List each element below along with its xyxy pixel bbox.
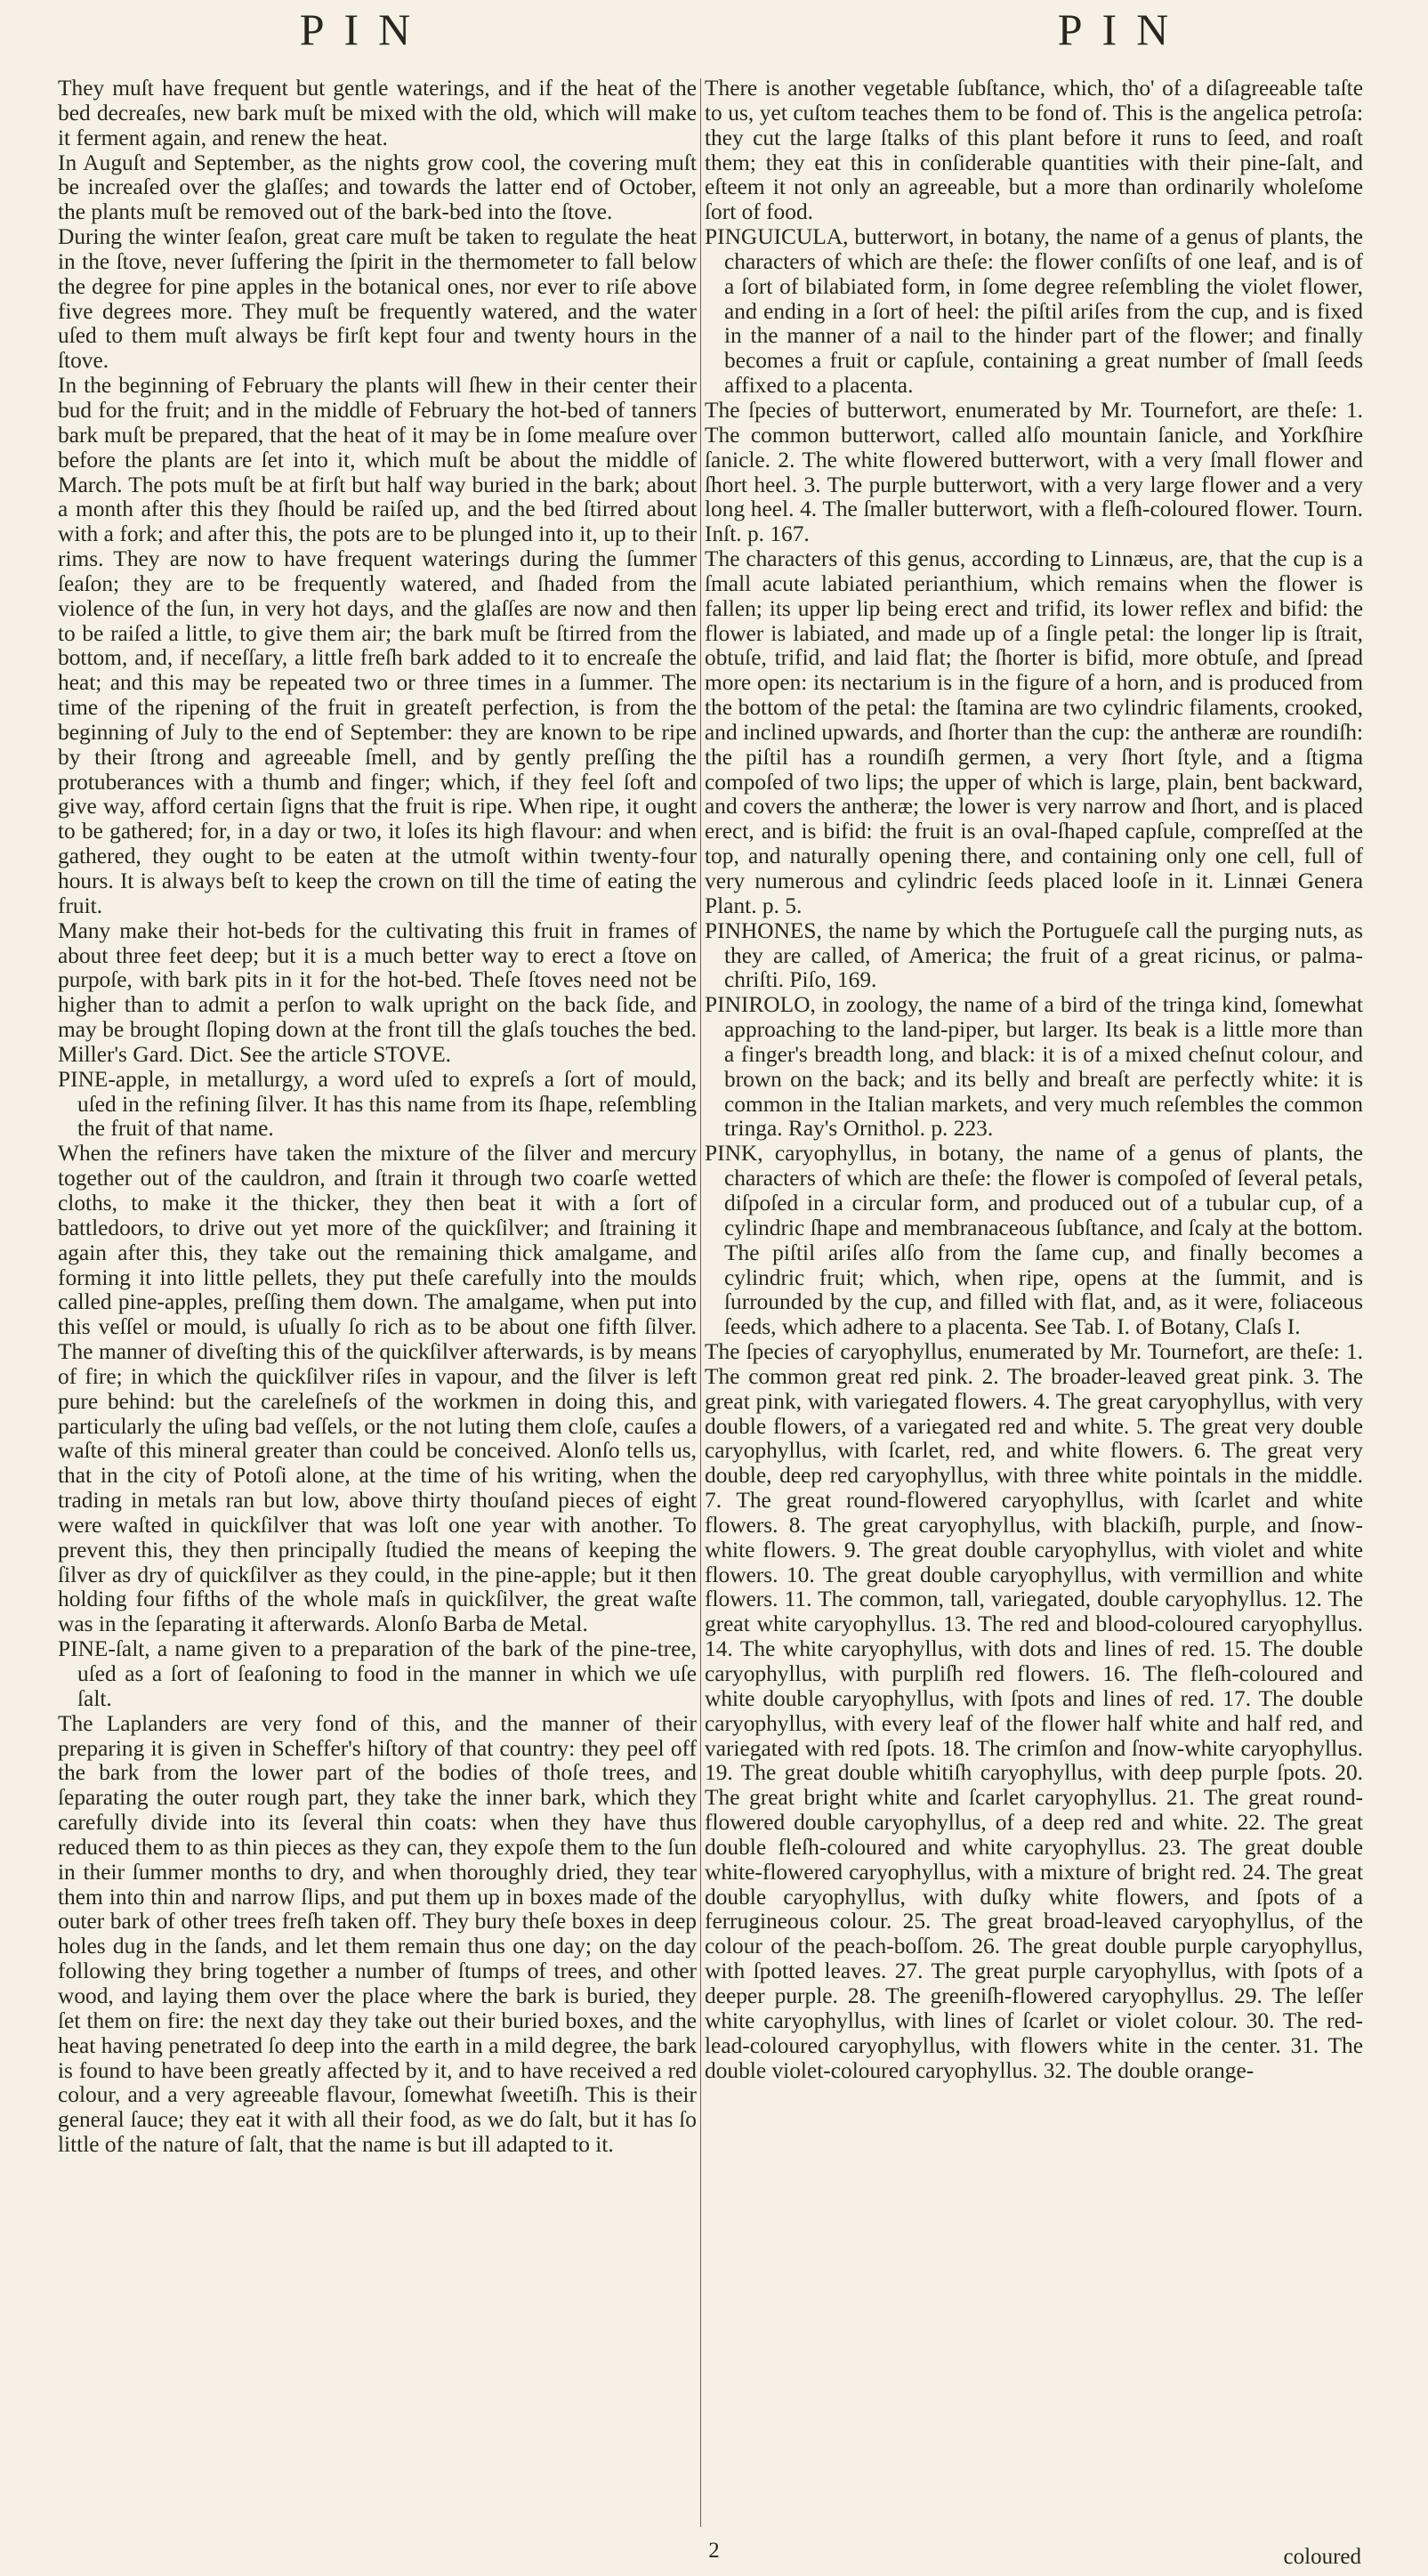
paragraph: When the refiners have taken the mixture of the ſilver and mercury together out of the cauldron, and ſtrain it through two coarſe wetted cloths, to make it the thicker, they then beat it with a ſort of battledoors, to drive out yet more of the quickſilver; and ſtraining it again after this, they take out the remaining thick amalgame, and forming it into little pellets, they put theſe carefully into the moulds called pine-apples, preſſing them down. The amalgame, when put into this veſſel or mould, is uſually ſo rich as to be about one fifth ſilver. The manner of diveſting this of the quickſilver afterwards, is by means of fire; in which the quickſilver riſes in vapour, and the ſilver is left pure behind: but the careleſneſs of the workmen in doing this, and particularly the uſing bad veſſels, or the not luting them cloſe, cauſes a waſte of this mineral greater than could be conceived. Alonſo tells us, that in the city of Potoſi alone, at the time of his writing, when the trading in metals ran but low, above thirty thouſand pieces of eight were waſted in quickſilver that was loſt one year with another. To prevent this, they then principally ſtudied the means of keeping the ſilver as dry of quickſilver as they could, in the pine-apple; but it then holding four fifths of the whole maſs in quickſilver, the great waſte was in the ſeparating it afterwards. Alonſo Barba de Metal. [58, 1141, 697, 1637]
right-column [705, 77, 1363, 2532]
running-head-right: PIN [1057, 4, 1189, 54]
paragraph: The Laplanders are very fond of this, and the manner of their preparing it is given in Scheffer's hiſtory of that country: they peel off the bark from the lower part of the bodies of thoſe trees, and ſeparating the outer rough part, they take the inner bark, which they carefully divide into its ſeveral thin coats: when they have thus reduced them to as thin pieces as they can, they expoſe them to the ſun in their ſummer months to dry, and when thoroughly dried, they tear them into thin and narrow ſlips, and put them up in boxes made of the outer bark of other trees freſh taken off. They bury theſe boxes in deep holes dug in the ſands, and let them remain thus one day; on the day following they bring together a number of ſtumps of trees, and other wood, and laying them over the place where the bark is buried, they ſet them on fire: the next day they take out their buried boxes, and the heat having penetrated ſo deep into the earth in a mild degree, the bark is found to have been greatly affected by it, and to have received a red colour, and a very agreeable flavour, ſomewhat ſweetiſh. This is their general ſauce; they eat it with all their food, as we do ſalt, but it has ſo little of the nature of ſalt, that the name is but ill adapted to it. [58, 1710, 697, 2158]
catchword: coloured [1283, 2545, 1361, 2569]
paragraph: Many make their hot-beds for the cultivating this fruit in frames of about three feet deep; but it is a much better way to erect a ſtove on purpoſe, with bark pits in it for the hot-bed. Theſe ſtoves need not be higher than to admit a perſon to walk upright on the back ſide, and may be brought ſloping down at the front till the glaſs touches the bed. Miller's Gard. Dict. See the article STOVE. [58, 917, 697, 1067]
dictionary-entry: PINE-ſalt, a name given to a preparation of the bark of the pine-tree, uſed as a ſort of ſeaſoning to food in the manner in which we uſe ſalt. [58, 1636, 697, 1711]
paragraph: There is another vegetable ſubſtance, which, tho' of a diſagreeable taſte to us, yet cuſtom teaches them to be fond of. This is the angelica petroſa: they cut the large ſtalks of this plant before it runs to ſeed, and roaſt them; they eat this in conſiderable quantities with their pine-ſalt, and eſteem it not only an agreeable, but a more than ordinarily wholeſome ſort of food. [705, 77, 1363, 225]
paragraph: In the beginning of February the plants will ſhew in their center their bud for the fruit; and in the middle of February the hot-bed of tanners bark muſt be prepared, that the heat of it may be in ſome meaſure over before the plants are ſet into it, which muſt be about the middle of March. The pots muſt be at firſt but half way buried in the bark; about a month after this they ſhould be raiſed up, and the bed ſtirred about with a fork; and after this, the pots are to be plunged into it, up to their rims. They are now to have frequent waterings during the ſummer ſeaſon; they are to be frequently watered, and ſhaded from the violence of the ſun, in very hot days, and the glaſſes are now and then to be raiſed a little, to give them air; the bark muſt be ſtirred from the bottom, and, if neceſſary, a little freſh bark added to it to encreaſe the heat; and this may be repeated two or three times in a ſummer. The time of the ripening of the fruit in greateſt perfection, is from the beginning of July to the end of September: they are known to be ripe by their ſtrong and agreeable ſmell, and by gently preſſing the protuberances with a thumb and finger; which, if they feel ſoft and give way, afford certain ſigns that the fruit is ripe. When ripe, it ought to be gathered; for, in a day or two, it loſes its high flavour: and when gathered, they ought to be eaten at the utmoſt within twenty-four hours. It is always beſt to keep the crown on till the time of eating the fruit. [58, 373, 697, 918]
dictionary-entry: PINIROLO, in zoology, the name of a bird of the tringa kind, ſomewhat approaching to the land-piper, but larger. Its beak is a little more than a finger's breadth long, and black: it is of a mixed cheſnut colour, and brown on the back; and its belly and breaſt are perfectly white: it is common in the Italian markets, and very much reſembles the common tringa. Ray's Ornithol. p. 223. [705, 992, 1363, 1142]
paragraph: The ſpecies of caryophyllus, enumerated by Mr. Tournefort, are theſe: 1. The common great red pink. 2. The broader-leaved great pink. 3. The great pink, with variegated flowers. 4. The great caryophyllus, with very double flowers, of a variegated red and white. 5. The great very double caryophyllus, with ſcarlet, red, and white flowers. 6. The great very double, deep red caryophyllus, with three white pointals in the middle. 7. The great round-flowered caryophyllus, with ſcarlet and white flowers. 8. The great caryophyllus, with blackiſh, purple, and ſnow-white flowers. 9. The great double caryophyllus, with violet and white flowers. 10. The great double caryophyllus, with vermillion and white flowers. 11. The common, tall, variegated, double caryophyllus. 12. The great white caryophyllus. 13. The red and blood-coloured caryophyllus. 14. The white caryophyllus, with dots and lines of red. 15. The double caryophyllus, with purpliſh red flowers. 16. The fleſh-coloured and white double caryophyllus, with ſpots and lines of red. 17. The double caryophyllus, with every leaf of the flower half white and half red, and variegated with red ſpots. 18. The crimſon and ſnow-white caryophyllus. 19. The great double whitiſh caryophyllus, with deep purple ſpots. 20. The great bright white and ſcarlet caryophyllus. 21. The great round-flowered double caryophyllus, of a deep red and white. 22. The great double fleſh-coloured and white caryophyllus. 23. The great double white-flowered caryophyllus, with a mixture of bright red. 24. The great double caryophyllus, with duſky white flowers, and ſpots of a ferrugineous colour. 25. The great broad-leaved caryophyllus, of the colour of the peach-boſſom. 26. The great double purple caryophyllus, with ſpotted leaves. 27. The great purple caryophyllus, with ſpots of a deeper purple. 28. The greeniſh-flowered caryophyllus. 29. The leſſer white caryophyllus, with lines of ſcarlet or violet colour. 30. The red-lead-coloured caryophyllus, with flowers white in the center. 31. The double violet-coloured caryophyllus. 32. The double orange- [705, 1339, 1363, 2083]
paragraph: They muſt have frequent but gentle waterings, and if the heat of the bed decreaſes, new bark muſt be mixed with the old, which will make it ferment again, and renew the heat. [58, 77, 697, 150]
dictionary-entry: PINK, caryophyllus, in botany, the name of a genus of plants, the characters of which are theſe: the flower is compoſed of ſeveral petals, diſpoſed in a circular form, and produced out of a tubular cup, of a cylindric ſhape and membranaceous ſubſtance, and ſcaly at the bottom. The piſtil ariſes alſo from the ſame cup, and finally becomes a cylindric fruit; which, when ripe, opens at the ſummit, and is ſurrounded by the cup, and filled with flat, and, as it were, foliaceous ſeeds, which adhere to a placenta. See Tab. I. of Botany, Claſs I. [705, 1141, 1363, 1340]
running-head-left: PIN [299, 4, 431, 54]
left-column [58, 77, 697, 2532]
dictionary-entry: PINE-apple, in metallurgy, a word uſed to expreſs a ſort of mould, uſed in the refining ſilver. It has this name from its ſhape, reſembling the fruit of that name. [58, 1066, 697, 1142]
signature-mark: 2 [708, 2539, 720, 2563]
dictionary-entry: PINGUICULA, butterwort, in botany, the name of a genus of plants, the characters of which are theſe: the flower conſiſts of one leaf, and is of a ſort of bilabiated form, in ſome degree reſembling the violet flower, and ending in a ſort of heel: the piſtil ariſes from the cup, and is fixed in the manner of a nail to the hinder part of the flower; and finally becomes a fruit or capſule, containing a great number of ſmall ſeeds affixed to a placenta. [705, 224, 1363, 399]
paragraph: In Auguſt and September, as the nights grow cool, the covering muſt be increaſed over the glaſſes; and towards the latter end of October, the plants muſt be removed out of the bark-bed into the ſtove. [58, 149, 697, 225]
dictionary-entry: PINHONES, the name by which the Portugueſe call the purging nuts, as they are called, of America; the fruit of a great ricinus, or palma-chriſti. Piſo, 169. [705, 917, 1363, 993]
paragraph: During the winter ſeaſon, great care muſt be taken to regulate the heat in the ſtove, never ſuffering the ſpirit in the thermometer to fall below the degree for pine apples in the botanical ones, nor ever to riſe above five degrees more. They muſt be frequently watered, and the water uſed to them muſt always be firſt kept four and twenty hours in the ſtove. [58, 224, 697, 374]
column-divider [700, 78, 701, 2527]
paragraph: The characters of this genus, according to Linnæus, are, that the cup is a ſmall acute labiated perianthium, which remains when the flower is fallen; its upper lip being erect and trifid, its lower reflex and bifid: the flower is labiated, and made up of a ſingle petal: the longer lip is ſtrait, obtuſe, trifid, and laid flat; the ſhorter is bifid, more obtuſe, and ſpread more open: its nectarium is in the figure of a horn, and is produced from the bottom of the petal: the ſtamina are two cylindric filaments, crooked, and inclined upwards, and ſhorter than the cup: the antheræ are roundiſh: the piſtil has a roundiſh germen, a very ſhort ſtyle, and a ſtigma compoſed of two lips; the upper of which is large, plain, bent backward, and covers the antheræ; the lower is very narrow and ſhort, and is placed erect, and is bifid: the fruit is an oval-ſhaped capſule, compreſſed at the top, and naturally opening there, and containing only one cell, full of very numerous and cylindric ſeeds placed looſe in it. Linnæi Genera Plant. p. 5. [705, 546, 1363, 918]
paragraph: The ſpecies of butterwort, enumerated by Mr. Tournefort, are theſe: 1. The common butterwort, called alſo mountain ſanicle, and Yorkſhire ſanicle. 2. The white flowered butterwort, with a very ſmall flower and ſhort heel. 3. The purple butterwort, with a very large flower and a very long heel. 4. The ſmaller butterwort, with a fleſh-coloured flower. Tourn. Inſt. p. 167. [705, 397, 1363, 547]
